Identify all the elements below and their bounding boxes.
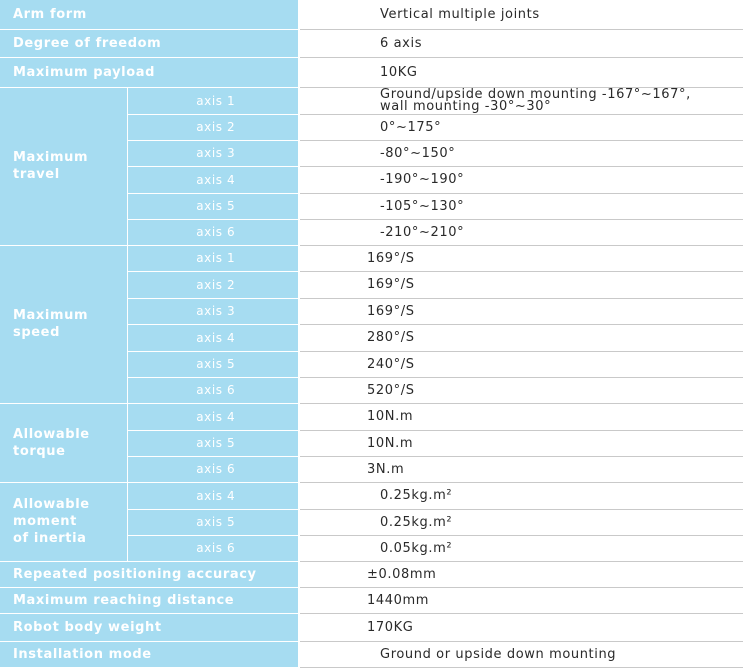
- spec-row-dof: [0, 29, 743, 57]
- inertia-value-axis-4: 0.25kg.m²: [299, 482, 743, 509]
- torque-value-axis-5: 10N.m: [299, 430, 743, 456]
- speed-axis-6: axis 6: [127, 377, 299, 403]
- torque-axis-5: axis 5: [127, 430, 299, 456]
- travel-value-axis-3: -80°~150°: [299, 140, 743, 166]
- torque-label-line-2: torque: [13, 443, 66, 459]
- torque-group-label: [0, 403, 127, 482]
- speed-group-label: [0, 245, 127, 403]
- spec-value-dof: 6 axis: [299, 29, 743, 57]
- spec-value-weight: 170KG: [299, 613, 743, 641]
- inertia-label-line-2: moment: [13, 514, 77, 529]
- inertia-axis-4: axis 4: [127, 482, 299, 509]
- spec-label-accuracy: Repeated positioning accuracy: [0, 561, 299, 587]
- inertia-label-line-1: Allowable: [13, 497, 90, 512]
- spec-row-installation: [0, 641, 743, 667]
- torque-label-line-1: Allowable: [13, 426, 90, 442]
- inertia-axis-6: axis 6: [127, 535, 299, 561]
- travel-axis-2: axis 2: [127, 114, 299, 140]
- speed-value-axis-4: 280°/S: [299, 324, 743, 351]
- spec-value-payload: 10KG: [299, 57, 743, 87]
- spec-row-arm-form: [0, 0, 743, 29]
- speed-label-line-2: speed: [13, 325, 60, 340]
- spec-label-dof: Degree of freedom: [0, 29, 299, 57]
- torque-value-axis-4: 10N.m: [299, 403, 743, 430]
- spec-value-accuracy: ±0.08mm: [299, 561, 743, 587]
- speed-label-line-1: Maximum: [13, 308, 89, 323]
- torque-value-axis-6: 3N.m: [299, 456, 743, 482]
- speed-axis-5: axis 5: [127, 351, 299, 377]
- torque-row-axis-4: [0, 403, 743, 430]
- speed-value-axis-2: 169°/S: [299, 271, 743, 298]
- travel-value-axis-1-line-2: wall mounting -30°~30°: [380, 99, 552, 114]
- speed-axis-4: axis 4: [127, 324, 299, 351]
- spec-row-payload: [0, 57, 743, 87]
- travel-group-label: [0, 87, 127, 245]
- speed-value-axis-3: 169°/S: [299, 298, 743, 324]
- speed-axis-2: axis 2: [127, 271, 299, 298]
- speed-axis-1: axis 1: [127, 245, 299, 271]
- travel-label-line-1: Maximum: [13, 150, 89, 165]
- spec-label-reach: Maximum reaching distance: [0, 587, 299, 613]
- torque-axis-4: axis 4: [127, 403, 299, 430]
- spec-label-installation: Installation mode: [0, 641, 299, 667]
- speed-value-axis-5: 240°/S: [299, 351, 743, 377]
- travel-axis-5: axis 5: [127, 193, 299, 219]
- travel-axis-6: axis 6: [127, 219, 299, 245]
- travel-value-axis-2: 0°~175°: [299, 114, 743, 140]
- spec-label-weight: Robot body weight: [0, 613, 299, 641]
- travel-row-axis-1: [0, 87, 743, 114]
- travel-label-line-2: travel: [13, 167, 60, 182]
- spec-value-installation: Ground or upside down mounting: [299, 641, 743, 667]
- travel-value-axis-5: -105°~130°: [299, 193, 743, 219]
- spec-row-accuracy: [0, 561, 743, 587]
- travel-value-axis-6: -210°~210°: [299, 219, 743, 245]
- speed-value-axis-1: 169°/S: [299, 245, 743, 271]
- speed-axis-3: axis 3: [127, 298, 299, 324]
- spec-row-weight: [0, 613, 743, 641]
- spec-row-reach: [0, 587, 743, 613]
- travel-value-axis-1-line-1: Ground/upside down mounting -167°~167°,: [380, 87, 691, 102]
- inertia-value-axis-5: 0.25kg.m²: [299, 509, 743, 535]
- travel-axis-3: axis 3: [127, 140, 299, 166]
- speed-value-axis-6: 520°/S: [299, 377, 743, 403]
- travel-axis-4: axis 4: [127, 166, 299, 193]
- inertia-row-axis-4: [0, 482, 743, 509]
- travel-value-axis-1: [299, 87, 743, 114]
- inertia-label-line-3: of inertia: [13, 531, 87, 546]
- inertia-group-label: [0, 482, 127, 561]
- spec-value-reach: 1440mm: [299, 587, 743, 613]
- inertia-value-axis-6: 0.05kg.m²: [299, 535, 743, 561]
- travel-axis-1: axis 1: [127, 87, 299, 114]
- speed-row-axis-1: [0, 245, 743, 271]
- travel-value-axis-4: -190°~190°: [299, 166, 743, 193]
- inertia-axis-5: axis 5: [127, 509, 299, 535]
- spec-label-arm-form: Arm form: [0, 0, 299, 29]
- spec-label-payload: Maximum payload: [0, 57, 299, 87]
- torque-axis-6: axis 6: [127, 456, 299, 482]
- spec-value-arm-form: Vertical multiple joints: [299, 0, 743, 29]
